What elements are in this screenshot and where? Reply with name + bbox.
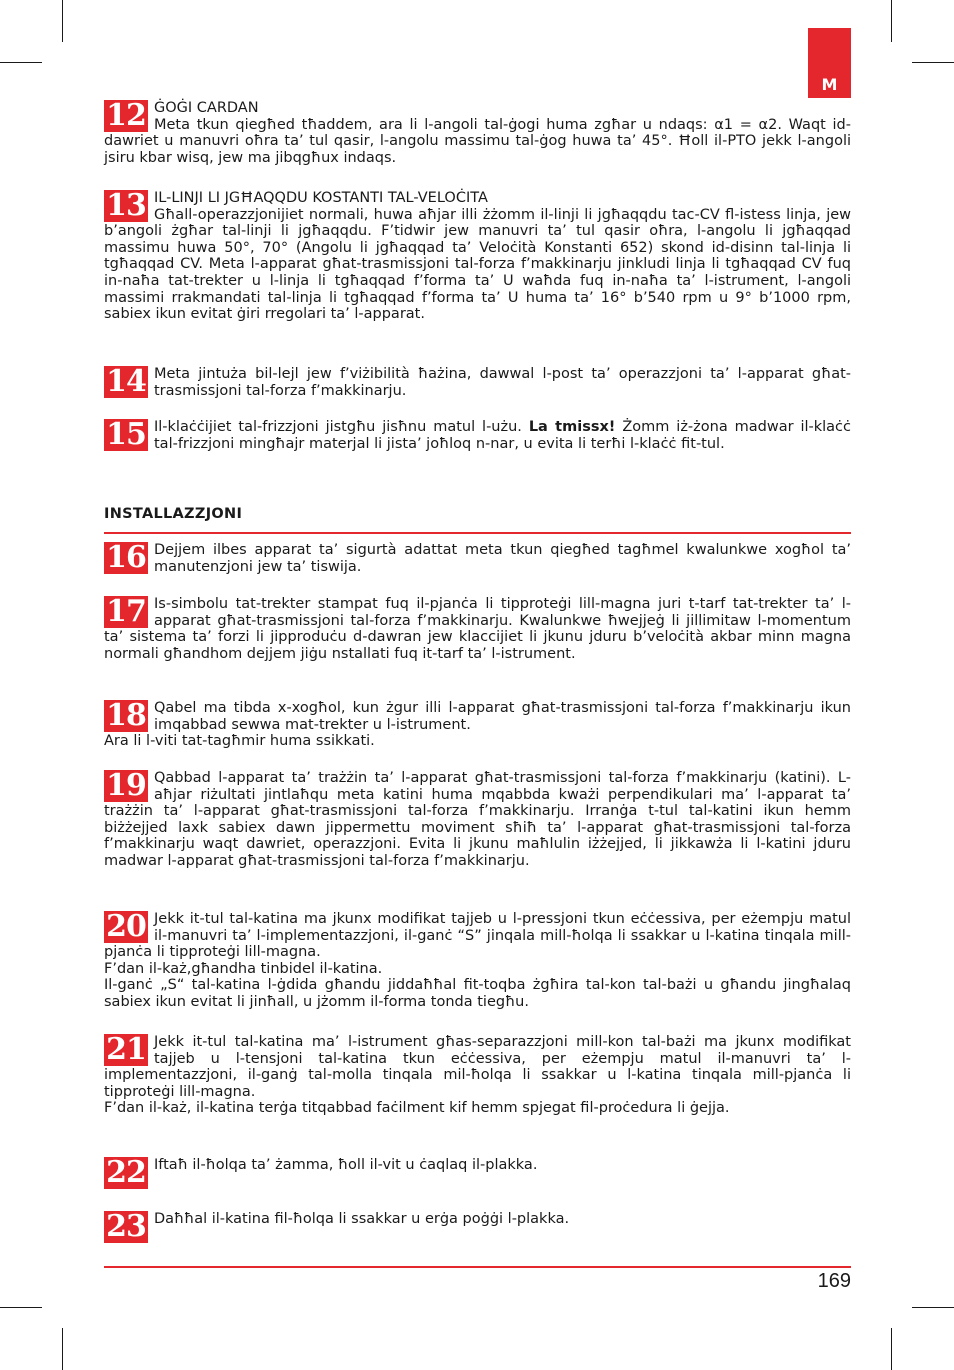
section-text: Il-ganċ „S“ tal-katina l-ġdida għandu jiddaħħal fit-toqba żgħira tal-kon tal-bażi u għandu jingħalaq sabiex ikun evitat li jinħall, u jżomm il-forma tonda tiegħu. xyxy=(104,977,851,1010)
step-number-badge: 13 xyxy=(104,190,148,222)
crop-mark xyxy=(912,1307,954,1308)
crop-mark xyxy=(0,62,42,63)
section-text: Dejjem ilbes apparat ta’ sigurtà adattat meta tkun qiegħed tagħmel kwalunkwe xogħol ta’ manutenzjoni jew ta’ tiswija. xyxy=(154,542,851,575)
section-13 xyxy=(104,190,851,323)
crop-mark xyxy=(912,62,954,63)
footer-divider xyxy=(104,1266,851,1268)
section-12 xyxy=(104,100,851,166)
section-21 xyxy=(104,1034,851,1117)
step-number-badge: 23 xyxy=(104,1211,148,1243)
section-title: ĠOĠI CARDAN xyxy=(154,100,259,116)
step-number-badge: 16 xyxy=(104,542,148,574)
crop-mark xyxy=(0,1307,42,1308)
section-text: Meta jintuża bil-lejl jew f’viżibilità ħażina, dawwal l-post ta’ operazzjoni ta’ l-apparat għat-trasmissjoni tal-forza f’makkinarju. xyxy=(154,366,851,399)
section-text: Iftaħ il-ħolqa ta’ żamma, ħoll il-vit u ċaqlaq il-plakka. xyxy=(154,1157,538,1173)
section-17 xyxy=(104,596,851,662)
section-text: Daħħal il-katina fil-ħolqa li ssakkar u erġa poġġi l-plakka. xyxy=(154,1211,570,1227)
page-number: 169 xyxy=(817,1270,851,1292)
step-number-badge: 18 xyxy=(104,700,148,732)
section-16 xyxy=(104,542,851,575)
step-number-badge: 21 xyxy=(104,1034,148,1066)
section-text: Qabel ma tibda x-xogħol, kun żgur illi l-apparat għat-trasmissjoni tal-forza f’makkinarju ikun imqabbad sewwa mat-trekter u l-istrument. xyxy=(154,700,851,733)
section-heading-installation: INSTALLAZZJONI xyxy=(104,506,851,534)
crop-mark xyxy=(891,0,892,42)
section-text: F’dan il-każ, il-katina terġa titqabbad faċilment kif hemm spjegat fil-proċedura li ġejja. xyxy=(104,1100,730,1117)
step-number-badge: 12 xyxy=(104,100,148,132)
step-number-badge: 20 xyxy=(104,911,148,943)
section-19 xyxy=(104,770,851,870)
crop-mark xyxy=(62,0,63,42)
section-text: Is-simbolu tat-trekter stampat fuq il-pjanċa li tipproteġi lill-magna juri t-tarf tat-trekter ta’ l-apparat għat-trasmissjoni tal-forza f’makkinarju. Kwalunkwe ħwejjeġ li jillimitaw l-momentum ta’ sistema ta’ forzi li jipproduċu d-dawran jew klaccijiet li jkunu jduru b’veloċità akbar minn magna normali għandhom dejjem jiġu nstallati fuq it-tarf ta’ l-istrument. xyxy=(104,596,851,662)
text-run: Żomm iż-żona madwar il-klaċċ tal-frizzjoni mingħajr materjal li jista’ joħloq n-nar, u evita li terħi l-klaċċ fit-tul. xyxy=(154,419,852,452)
section-text: Għall-operazzjonijiet normali, huwa aħjar illi żżomm il-linji li jgħaqqdu tac-CV fl-istess linja, jew b’angoli żgħar tal-linji li jgħaqqdu. F’tidwir jew manuvri ta’ tul qasir oħra, l-angolu li jgħaqqad massimu huwa 50°, 70° (Angolu li jgħaqqad ta’ Veloċità Konstanti 652) skond id-disinn tal-linja li tgħaqqad CV. Meta l-apparat għat-trasmissjoni tal-forza f’makkinarju jinkludi linja li tgħaqqad CV fuq in-naħa tat-trekter u l-linja li tgħaqqad f’forma ta’ U waħda fuq in-naħa ta’ l-istrument, l-angoli massimi rrakmandati tal-linja li tgħaqqad f’forma ta’ U huma ta’ 16° b’540 rpm u 9° b’1000 rpm, sabiex ikun evitat ġiri rregolari ta’ l-apparat. xyxy=(104,206,851,323)
crop-mark xyxy=(891,1328,892,1370)
section-text: F’dan il-każ,għandha tinbidel il-katina. xyxy=(104,960,383,977)
section-text: Qabbad l-apparat ta’ trażżin ta’ l-apparat għat-trasmissjoni tal-forza f’makkinarju (katini). L-aħjar riżultati jintlaħqu meta katini huma mqabbda kważi perpendikulari ma’ l-apparat ta’ trażżin ta’ l-apparat għat-trasmissjoni tal-forza f’makkinarju. Irranġa t-tul tal-katini ikun hemm biżżejjed laxk sabiex dawn jippermettu moviment sħiħ ta’ l-apparat għat-trasmissjoni tal-forza f’makkinarju waqt dawriet, operazzjoni. Evita li jkunu maħlulin iżżejjed, li jikkawża li l-katini jduru madwar l-apparat għat-trasmissjoni tal-forza f’makkinarju. xyxy=(104,770,851,869)
section-text: Ara li l-viti tat-tagħmir huma ssikkati. xyxy=(104,733,375,750)
section-20 xyxy=(104,911,851,1011)
section-22 xyxy=(104,1157,851,1189)
section-title: IL-LINJI LI JGĦAQQDU KOSTANTI TAL-VELOĊITA xyxy=(154,190,488,206)
section-text xyxy=(104,419,851,452)
text-run: Il-klaċċijiet tal-frizzjoni jistgħu jisħnu matul l-użu. xyxy=(154,419,529,435)
step-number-badge: 17 xyxy=(104,596,148,628)
step-number-badge: 15 xyxy=(104,419,148,451)
section-text: Jekk it-tul tal-katina ma’ l-istrument għas-separazzjoni mill-kon tal-bażi ma jkunx modifikat tajjeb u l-tensjoni tal-katina tkun eċċessiva, per eżempju matul il-manuvri ta’ l-implementazzjoni, il-ganġ tal-molla tinqala mil-ħolqa li ssakkar u l-katina tinqala mill-pjanċa li tipproteġi lill-magna. xyxy=(104,1034,851,1100)
step-number-badge: 19 xyxy=(104,770,148,802)
crop-mark xyxy=(62,1328,63,1370)
section-15 xyxy=(104,419,851,452)
section-18 xyxy=(104,700,851,750)
section-text: Meta tkun qiegħed tħaddem, ara li l-angoli tal-ġogi huma zgħar u ndaqs: α1 = α2. Waqt id-dawriet u manuvri oħra ta’ tul qasir, l-angolu massimu tal-ġog huwa ta’ 45°. Ħoll il-PTO jekk l-angoli jsiru kbar wisq, jew ma jibqgħux indaqs. xyxy=(104,116,851,166)
step-number-badge: 22 xyxy=(104,1157,148,1189)
language-tab: M xyxy=(808,28,851,98)
section-23 xyxy=(104,1211,851,1243)
section-text: Jekk it-tul tal-katina ma jkunx modifikat tajjeb u l-pressjoni tkun eċċessiva, per eżempju matul il-manuvri ta’ l-implementazzjoni, il-ganċ “S” jinqala mill-ħolqa li ssakkar u l-katina tinqala mill-pjanċa li tipproteġi lill-magna. xyxy=(104,911,851,961)
section-14 xyxy=(104,366,851,399)
step-number-badge: 14 xyxy=(104,366,148,398)
warning-text: La tmissx! xyxy=(528,419,616,435)
